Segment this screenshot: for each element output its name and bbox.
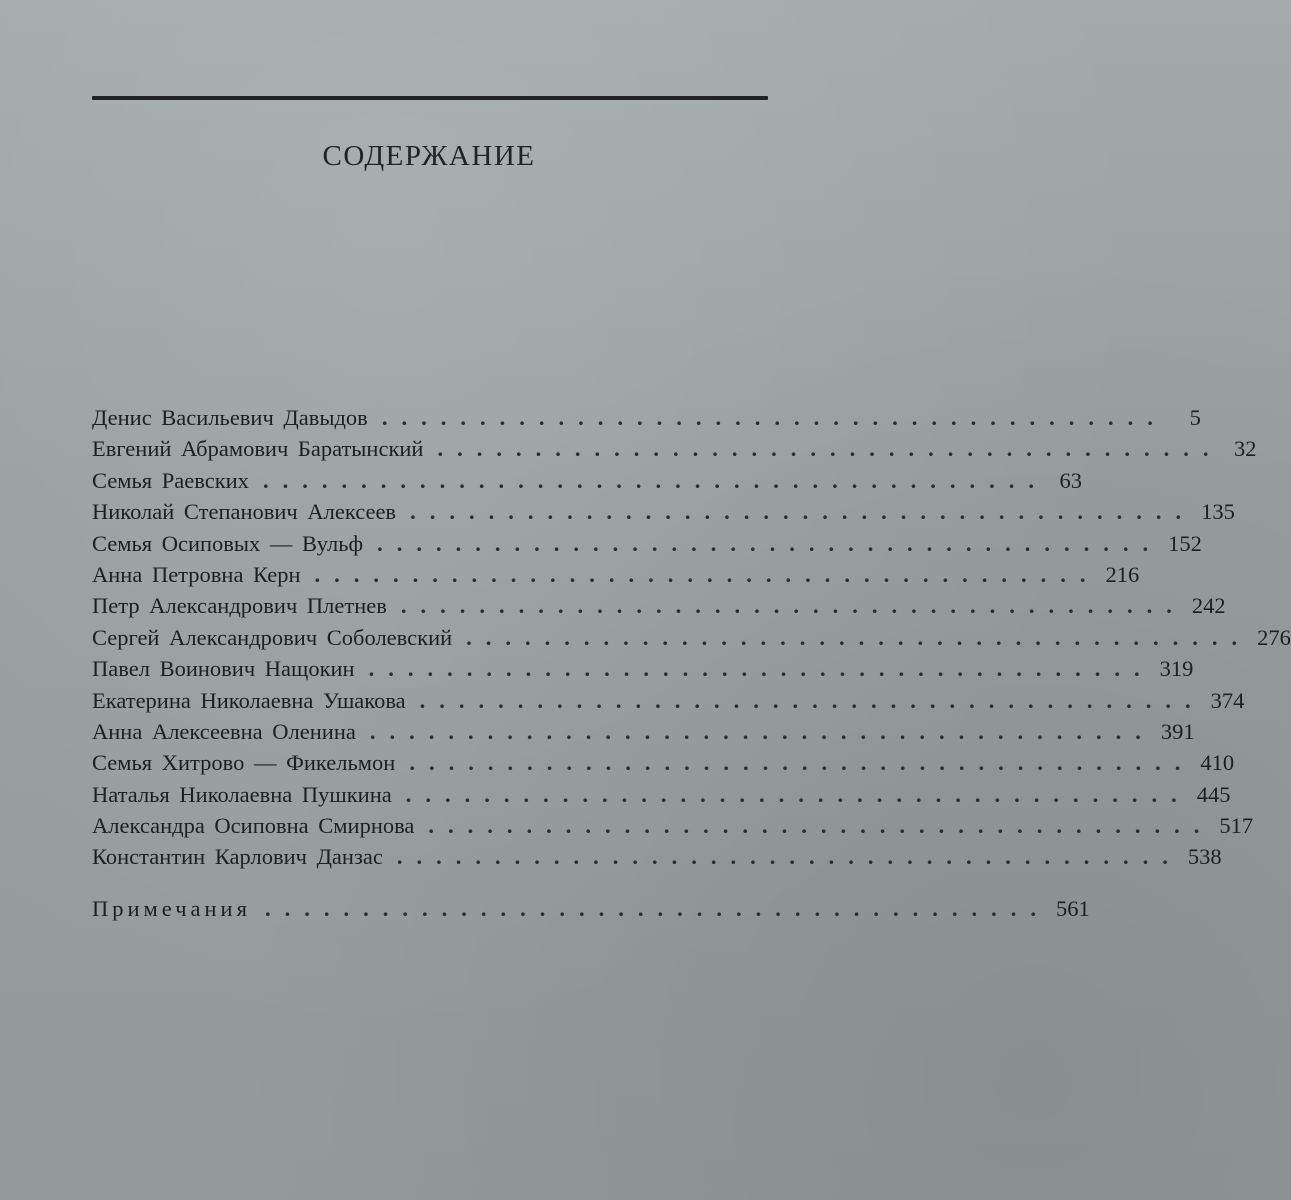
toc-entry-page: 216 (1105, 561, 1140, 587)
dot-leader: ........................................ (368, 656, 1154, 682)
dot-leader: ........................................ (396, 844, 1182, 870)
page-title: СОДЕРЖАНИЕ (322, 140, 536, 172)
toc-entry-page: 374 (1210, 687, 1245, 713)
toc-entry (92, 465, 1082, 496)
toc-entry-title: Николай Степанович Алексеев (92, 499, 397, 525)
toc-entry-title: Денис Васильевич Давыдов (92, 405, 368, 430)
toc-entry (92, 433, 1257, 464)
toc-entry (92, 653, 1194, 684)
toc-entry-title: Анна Петровна Керн (92, 561, 301, 587)
dot-leader: ........................................ (409, 750, 1195, 776)
toc-entry-title: Константин Карлович Данзас (92, 844, 383, 870)
toc-entry-page: 32 (1233, 436, 1257, 462)
toc-entry-page: 561 (1055, 895, 1090, 921)
toc-entry-page: 135 (1201, 499, 1235, 525)
toc-entry-title: Примечания (92, 895, 251, 921)
toc-entry-title: Семья Осиповых — Вульф (92, 530, 364, 556)
toc-entry (92, 685, 1245, 716)
toc-entry-page: 517 (1219, 813, 1254, 839)
dot-leader: ........................................ (381, 405, 1167, 430)
dot-leader: ........................................ (369, 718, 1155, 744)
dot-leader: ........................................ (314, 561, 1100, 587)
dot-leader: ........................................ (400, 593, 1186, 619)
toc-entry (92, 559, 1140, 590)
toc-entry-page: 242 (1191, 593, 1226, 619)
toc-entry-title: Александра Осиповна Смирнова (92, 813, 415, 839)
dot-leader: ........................................ (405, 781, 1191, 807)
toc-entry (92, 622, 1291, 653)
toc-entry (92, 590, 1226, 621)
toc-entry-title: Екатерина Николаевна Ушакова (92, 687, 406, 713)
dot-leader: ........................................ (377, 530, 1163, 556)
toc-entry (92, 810, 1254, 841)
toc-entry-title: Семья Хитрово — Фикельмон (92, 750, 396, 776)
toc-entry-title: Анна Алексеевна Оленина (92, 718, 356, 744)
dot-leader: ........................................ (410, 499, 1196, 525)
toc-entry-page: 410 (1200, 750, 1235, 776)
table-of-contents (92, 402, 1291, 924)
toc-entry-page: 391 (1160, 718, 1195, 744)
dot-leader: ........................................ (419, 687, 1205, 713)
toc-entry (92, 747, 1235, 778)
toc-entry-title: Павел Воинович Нащокин (92, 656, 355, 682)
toc-entry (92, 716, 1195, 747)
dot-leader: ........................................ (262, 467, 1048, 493)
toc-entry-page: 445 (1196, 781, 1231, 807)
toc-entry-title: Семья Раевских (92, 467, 249, 493)
toc-entry-page: 152 (1168, 530, 1202, 556)
toc-entry-title: Петр Александрович Плетнев (92, 593, 387, 619)
toc-entry-title: Сергей Александрович Соболевский (92, 624, 453, 650)
toc-entry-page: 276 (1257, 624, 1291, 650)
toc-entry-page: 5 (1189, 405, 1201, 430)
toc-entry (92, 496, 1235, 527)
toc-entry-notes (92, 893, 1090, 924)
top-rule (92, 96, 768, 100)
toc-entry (92, 779, 1231, 810)
toc-entry-title: Наталья Николаевна Пушкина (92, 781, 392, 807)
toc-entry-page: 538 (1187, 844, 1222, 870)
toc-entry-title: Евгений Абрамович Баратынский (92, 436, 424, 462)
toc-entry-page: 319 (1159, 656, 1194, 682)
toc-entry (92, 402, 1201, 433)
dot-leader: ........................................ (437, 436, 1223, 462)
toc-entry (92, 528, 1202, 559)
dot-leader: ........................................ (264, 895, 1050, 921)
dot-leader: ........................................ (466, 624, 1252, 650)
toc-entry-page: 63 (1059, 467, 1082, 493)
dot-leader: ........................................ (428, 813, 1214, 839)
toc-entry (92, 841, 1222, 872)
